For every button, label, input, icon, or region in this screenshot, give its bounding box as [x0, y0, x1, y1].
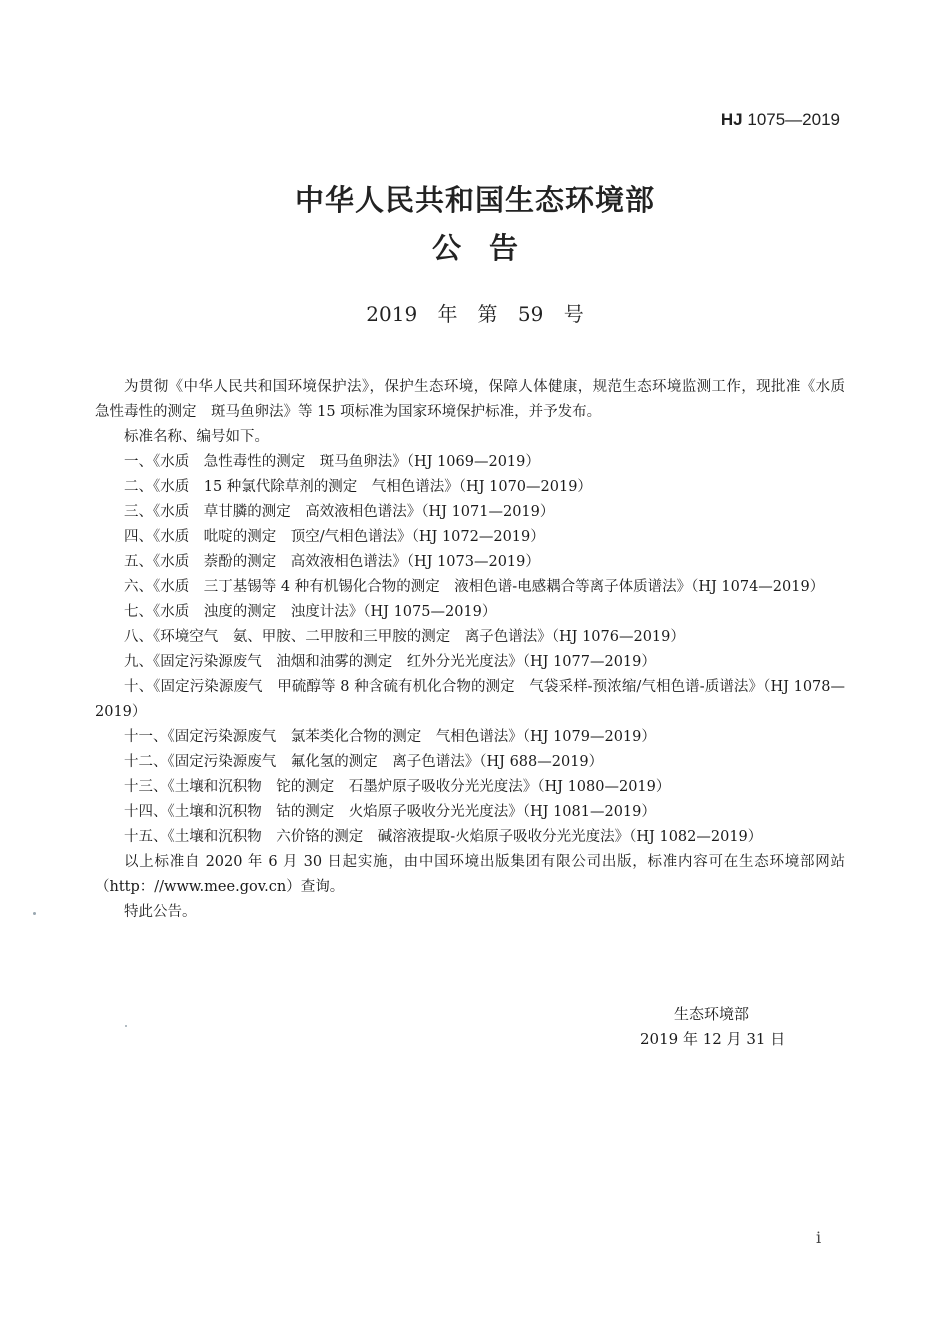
- list-heading: 标准名称、编号如下。: [124, 429, 269, 445]
- standard-code: [721, 110, 840, 130]
- signature-block: [640, 1002, 840, 1052]
- issue-number: 2019 年 第 59 号: [366, 302, 584, 326]
- list-item: 十、《固定污染源废气 甲硫醇等 8 种含硫有机化合物的测定 气袋采样-预浓缩/气相色谱-质谱法》（HJ 1078—2019）: [95, 679, 845, 720]
- signature-organization: 生态环境部: [674, 1005, 750, 1023]
- list-item: 二、《水质 15 种氯代除草剂的测定 气相色谱法》（HJ 1070—2019）: [124, 479, 592, 495]
- list-item: 九、《固定污染源废气 油烟和油雾的测定 红外分光光度法》（HJ 1077—2019）: [124, 654, 656, 670]
- list-item: 十一、《固定污染源废气 氯苯类化合物的测定 气相色谱法》（HJ 1079—2019）: [124, 729, 656, 745]
- notice-title: 公告: [431, 231, 546, 265]
- list-item: 十二、《固定污染源废气 氟化氢的测定 离子色谱法》（HJ 688—2019）: [124, 754, 604, 770]
- implementation-paragraph: 以上标准自 2020 年 6 月 30 日起实施，由中国环境出版集团有限公司出版，标准内容可在生态环境部网站（http：//www.mee.gov.cn）查询。: [95, 854, 845, 895]
- standard-prefix: HJ: [720, 110, 743, 129]
- list-item: 三、《水质 草甘膦的测定 高效液相色谱法》（HJ 1071—2019）: [124, 504, 555, 520]
- ministry-title: 中华人民共和国生态环境部: [294, 183, 655, 217]
- intro-paragraph: 为贯彻《中华人民共和国环境保护法》，保护生态环境，保障人体健康，规范生态环境监测工作，现批准《水质 急性毒性的测定 斑马鱼卵法》等 15 项标准为国家环境保护标准，并予发布。: [95, 379, 860, 420]
- scan-speck: [125, 1025, 127, 1027]
- closing-line: 特此公告。: [124, 904, 197, 920]
- list-item: 五、《水质 萘酚的测定 高效液相色谱法》（HJ 1073—2019）: [124, 554, 540, 570]
- standard-number: 1075—2019: [747, 110, 840, 129]
- list-item: 四、《水质 吡啶的测定 顶空/气相色谱法》（HJ 1072—2019）: [124, 529, 545, 545]
- list-item: 十四、《土壤和沉积物 钴的测定 火焰原子吸收分光光度法》（HJ 1081—2019）: [124, 804, 656, 820]
- page-number: i: [816, 1228, 822, 1247]
- list-item: 一、《水质 急性毒性的测定 斑马鱼卵法》（HJ 1069—2019）: [124, 454, 540, 470]
- list-item: 十三、《土壤和沉积物 铊的测定 石墨炉原子吸收分光光度法》（HJ 1080—2019）: [124, 779, 671, 795]
- scan-speck: [33, 912, 36, 915]
- list-item: 七、《水质 浊度的测定 浊度计法》（HJ 1075—2019）: [124, 604, 497, 620]
- list-item: 十五、《土壤和沉积物 六价铬的测定 碱溶液提取-火焰原子吸收分光光度法》（HJ 1082—2019）: [124, 829, 763, 845]
- list-item: 六、《水质 三丁基锡等 4 种有机锡化合物的测定 液相色谱-电感耦合等离子体质谱法》（HJ 1074—2019）: [124, 579, 825, 595]
- notice-body: [95, 375, 860, 925]
- signature-date: 2019 年 12 月 31 日: [640, 1030, 786, 1048]
- list-item: 八、《环境空气 氨、甲胺、二甲胺和三甲胺的测定 离子色谱法》（HJ 1076—2019）: [124, 629, 685, 645]
